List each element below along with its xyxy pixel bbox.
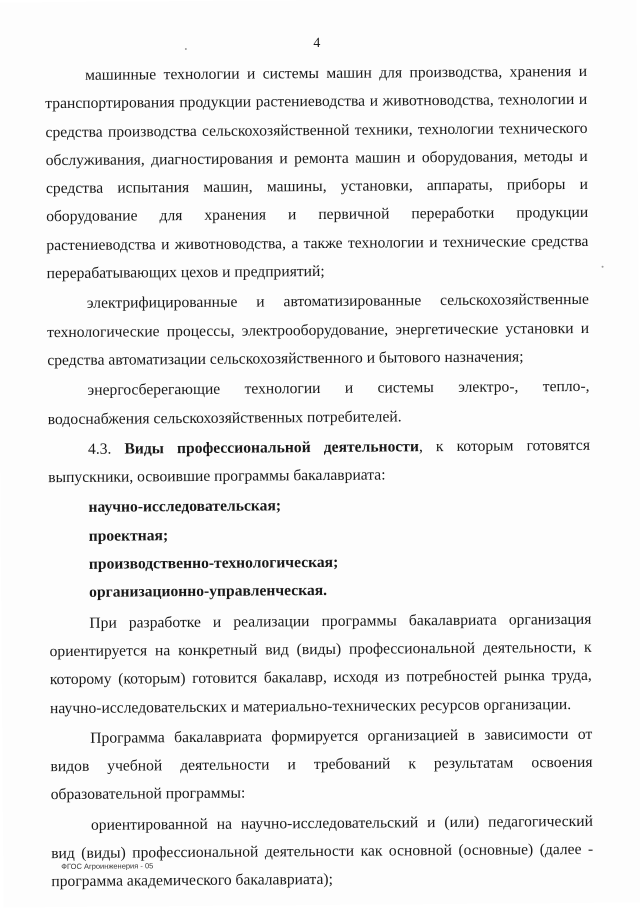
scan-speck [602,266,604,268]
paragraph-academic-bachelor: ориентированной на научно-исследовательский и (или) педагогический вид (виды) профессиональной деятельности как основной (основные) (далее - программа академического бакалавриата); [51,812,594,891]
activity-types-list [48,490,591,607]
footer-label: ФГОС Агроинженерия - 05 [61,861,154,872]
section-number: 4.3. [87,440,112,458]
section-4-3-heading [48,432,590,493]
document-body [45,58,594,897]
paragraph-orientation: При разработке и реализации программы бакалавриата организация ориентируется на конкретный вид (виды) профессиональной деятельности, к которому (которым) готовится бакалавр, исходя из потребностей рынка труда, научно-исследовательских и материально-технических ресурсов организации. [49,610,592,717]
page-number: 4 [313,35,321,52]
activity-type-item: производственно-технологическая; [88,553,339,573]
paragraph-technologies: машинные технологии и системы машин для производства, хранения и транспортирования продукции растениеводства и животноводства, технологии и средства производства сельскохозяйственной техники, технологии технического обслуживания, диагностирования и ремонта машин и оборудования, методы и средства испытания машин, машины, установки, аппараты, приборы и оборудование для хранения и первичной переработки продукции растениеводства и животноводства, а также технологии и технические средства перерабатывающих цехов и предприятий; [45,62,589,283]
activity-type-item: научно-исследовательская; [88,497,282,517]
activity-type-item: проектная; [88,526,169,545]
activity-type-item: организационно-управленческая. [89,582,328,602]
paragraph-program-formation: Программа бакалавриата формируется организацией в зависимости от видов учебной деятельности и требований к результатам освоения образовательной программы: [50,725,593,804]
section-bold-title: Виды профессиональной деятельности [124,438,419,458]
paragraph-energy-saving: энергосберегающие технологии и системы электро-, тепло-, водоснабжения сельскохозяйственных потребителей. [47,378,590,428]
section-rest: , к которым готовятся выпускники, освоившие программы бакалавриата: [48,436,591,487]
paragraph-electrified: электрифицированные и автоматизированные сельскохозяйственные технологические процессы, электрооборудование, энергетические установки и средства автоматизации сельскохозяйственного и бытового назначения; [47,291,590,370]
scan-speck [185,48,187,50]
